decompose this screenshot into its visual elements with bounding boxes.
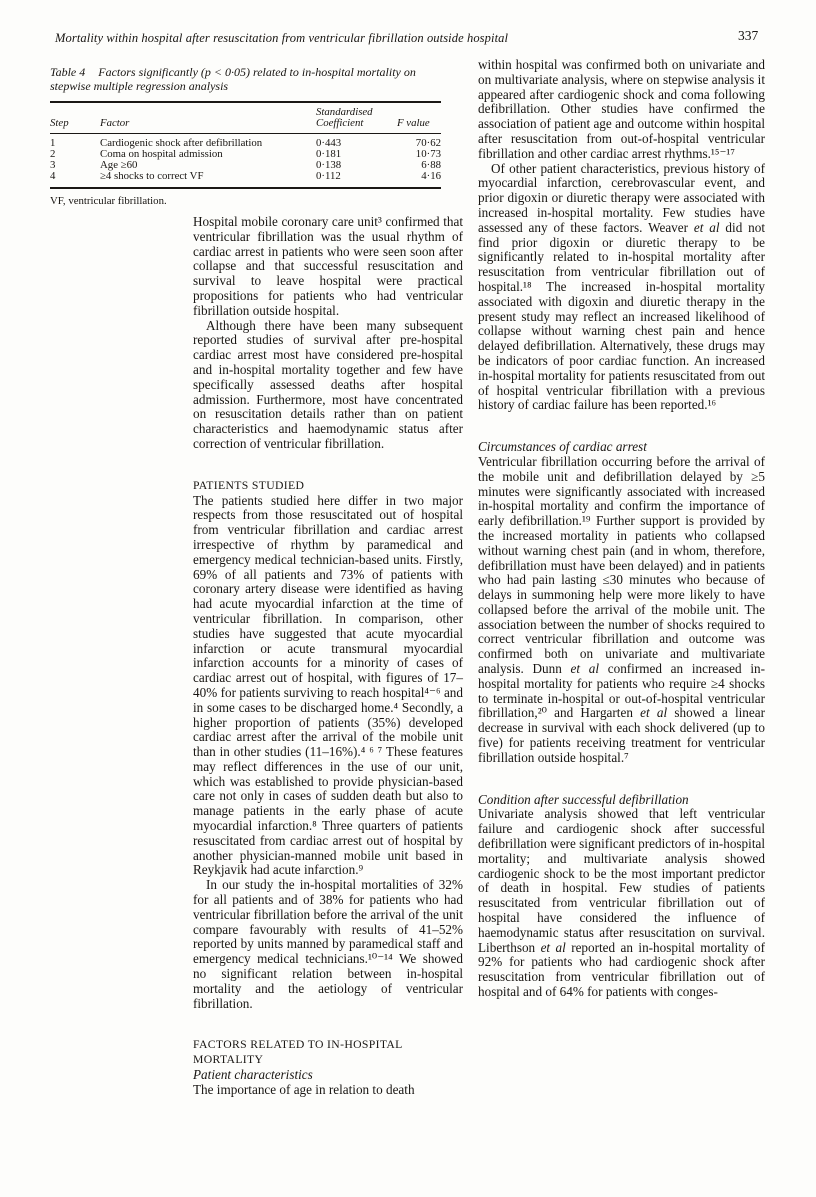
right-column bbox=[478, 58, 765, 1000]
table-cell-factor: Cardiogenic shock after defibrillation bbox=[100, 136, 263, 149]
column-header-f-value: F value bbox=[397, 116, 430, 129]
table-caption-text: Factors significantly (p < 0·05) related to in-hospital mortality on stepwise multiple regression analysis bbox=[50, 65, 416, 93]
table-row bbox=[50, 149, 441, 160]
column-header-step: Step bbox=[50, 116, 69, 129]
subsection-heading: Patient characteristics bbox=[193, 1067, 313, 1083]
table-caption bbox=[50, 66, 441, 94]
table-cell-coefficient: 0·443 bbox=[316, 136, 342, 149]
table-cell-f_value: 6·88 bbox=[421, 158, 441, 171]
italic-text: et al bbox=[570, 661, 600, 677]
subsection-heading: Circumstances of cardiac arrest bbox=[478, 439, 647, 455]
table-cell-factor: Age ≥60 bbox=[100, 158, 138, 171]
table-cell-step: 4 bbox=[50, 169, 56, 182]
italic-text: et al bbox=[693, 219, 720, 235]
table-cell-factor: ≥4 shocks to correct VF bbox=[100, 169, 204, 182]
table-header-row bbox=[50, 102, 441, 134]
paragraph: The importance of age in relation to death bbox=[193, 1081, 415, 1097]
table-4-block bbox=[50, 66, 441, 207]
table-head bbox=[50, 102, 441, 134]
italic-text: et al bbox=[640, 705, 668, 721]
table-cell-factor: Coma on hospital admission bbox=[100, 147, 223, 160]
column-header-factor: Factor bbox=[100, 116, 130, 129]
table-footnote: VF, ventricular fibrillation. bbox=[50, 194, 167, 207]
table-cell-f_value: 10·73 bbox=[415, 147, 441, 160]
table-body bbox=[50, 133, 441, 188]
italic-text: et al bbox=[540, 939, 566, 955]
table-row bbox=[50, 171, 441, 188]
table-cell-f_value: 70·62 bbox=[415, 136, 441, 149]
page-number: 337 bbox=[738, 28, 759, 43]
table-cell-coefficient: 0·181 bbox=[316, 147, 342, 160]
paragraph: The patients studied here differ in two major respects from those resuscitated out of hospital from ventricular fibrillation and cardiac arrest irrespective of rhythm by paramedical and emergency medical technician-based units. Firstly, 69% of all patients and 73% of patients with coronary artery disease were identified as having had acute myocardial infarction at the time of ventricular fibrillation. In comparison, other studies have suggested that acute myocardial infarction or acute transmural myocardial infarction accounts for a minority of cases of cardiac arrest out of hospital, with figures of 17–40% for patients surviving to reach hospital⁴⁻⁶ and in some cases to be discharged home.⁴ Secondly, a higher proportion of patients (35%) developed cardiac arrest after the arrival of the mobile unit than in other studies (11–16%).⁴ ⁶ ⁷ These features may reflect differences in the use of our unit, which was established to provide physician-based care not only in cases of sudden death but also to manage patients in the early phase of acute myocardial infarction.⁸ Three quarters of patients resuscitated from cardiac arrest out of hospital by another physician-manned mobile unit based in Reykjavik had acute infarction.⁹ bbox=[193, 492, 463, 878]
paragraph: Univariate analysis showed that left ventricular failure and cardiogenic shock after successful defibrillation were significant predictors of in-hospital mortality; and multivariate analysis showed cardiogenic shock to be the most important predictor of death in hospital. Few studies of patients resuscitated from ventricular fibrillation out of hospital have considered the influence of haemodynamic status after resuscitation on survival. Liberthson et al reported an in-hospital mortality of 92% for patients who had cardiogenic shock after resuscitation from ventricular fibrillation out of hospital and of 64% for patients with conges- bbox=[478, 806, 765, 1000]
paragraph: Ventricular fibrillation occurring before the arrival of the mobile unit and defibrillation delayed by ≥5 minutes were significantly associated with increased in-hospital mortality and confirm the importance of early defibrillation.¹⁹ Further support is provided by the increased mortality in patients who collapsed without warning chest pain (and in whom, therefore, defibrillation must have been delayed) and in patients who had pain lasting ≤30 minutes who because of delays in summoning help were more likely to have collapsed before the arrival of the mobile unit. The association between the number of shocks required to correct ventricular fibrillation and outcome was confirmed both on univariate and multivariate analysis. Dunn et al confirmed an increased in-hospital mortality for patients who require ≥4 shocks to terminate in-hospital or out-of-hospital ventricular fibrillation,²⁰ and Hargarten et al showed a linear decrease in survival with each shock delivered (up to five) for patients receiving treatment for ventricular fibrillation outside hospital.⁷ bbox=[478, 453, 765, 765]
paragraph: Of other patient characteristics, previous history of myocardial infarction, cerebrovascular event, and prior digoxin or diuretic therapy were associated with increased in-hospital mortality. Few studies have assessed any of these factors. Weaver et al did not find prior digoxin or diuretic therapy to be significantly related to in-hospital mortality after resuscitation from ventricular fibrillation out of hospital.¹⁸ The increased in-hospital mortality associated with digoxin and diuretic therapy in the present study may reflect an increased likelihood of collapse without warning chest pain and hence delayed defibrillation. Alternatively, these drugs may be indicators of poor cardiac function. An increased in-hospital mortality for patients resuscitated from out of hospital ventricular fibrillation with a previous history of cardiac failure has been reported.¹⁶ bbox=[478, 160, 766, 413]
paragraph: within hospital was confirmed both on univariate and on multivariate analysis, where on stepwise analysis it appeared after cardiogenic shock and coma following defibrillation. Other studies have confirmed the association of patient age and outcome within hospital after resuscitation from out-of-hospital ventricular fibrillation and other cardiac arrest rhythms.¹⁵⁻¹⁷ bbox=[478, 57, 765, 161]
column-header-coefficient: Standardised Coefficient bbox=[316, 105, 373, 129]
table-cell-coefficient: 0·112 bbox=[316, 169, 341, 182]
table-caption-label: Table 4 bbox=[50, 65, 86, 79]
paragraph: In our study the in-hospital mortalities of 32% for all patients and of 38% for patients who had ventricular fibrillation before the arrival of the unit compare favourably with results of 41–52% reported by units manned by paramedical staff and emergency medical technicians.¹⁰⁻¹⁴ We showed no significant relation between in-hospital mortality and the aetiology of ventricular fibrillation. bbox=[193, 877, 463, 1011]
table-cell-step: 3 bbox=[50, 158, 56, 171]
subsection-heading: Condition after successful defibrillation bbox=[478, 791, 689, 807]
table-cell-step: 1 bbox=[50, 136, 56, 149]
paragraph: Hospital mobile coronary care unit³ confirmed that ventricular fibrillation was the usual rhythm of cardiac arrest in patients who were seen soon after collapse and that successful resuscitation and survival to leave hospital were practical propositions for patients who had ventricular fibrillation outside hospital. bbox=[193, 214, 463, 318]
left-column bbox=[193, 215, 463, 1098]
table-row bbox=[50, 133, 441, 149]
paragraph: Although there have been many subsequent reported studies of survival after pre-hospital cardiac arrest most have considered pre-hospital and in-hospital mortality together and few have specifically assessed deaths after hospital admission. Furthermore, most have concentrated on resuscitation details rather than on patient characteristics and haemodynamic status after correction of ventricular fibrillation. bbox=[193, 317, 463, 451]
table-4 bbox=[50, 101, 441, 189]
section-heading: FACTORS RELATED TO IN-HOSPITAL MORTALITY bbox=[193, 1038, 403, 1067]
table-row bbox=[50, 160, 441, 171]
table-cell-coefficient: 0·138 bbox=[316, 158, 342, 171]
table-cell-step: 2 bbox=[50, 147, 56, 160]
running-head: Mortality within hospital after resuscitation from ventricular fibrillation outside hospital bbox=[55, 31, 509, 45]
table-cell-f_value: 4·16 bbox=[421, 169, 441, 182]
section-heading: PATIENTS STUDIED bbox=[193, 478, 305, 492]
